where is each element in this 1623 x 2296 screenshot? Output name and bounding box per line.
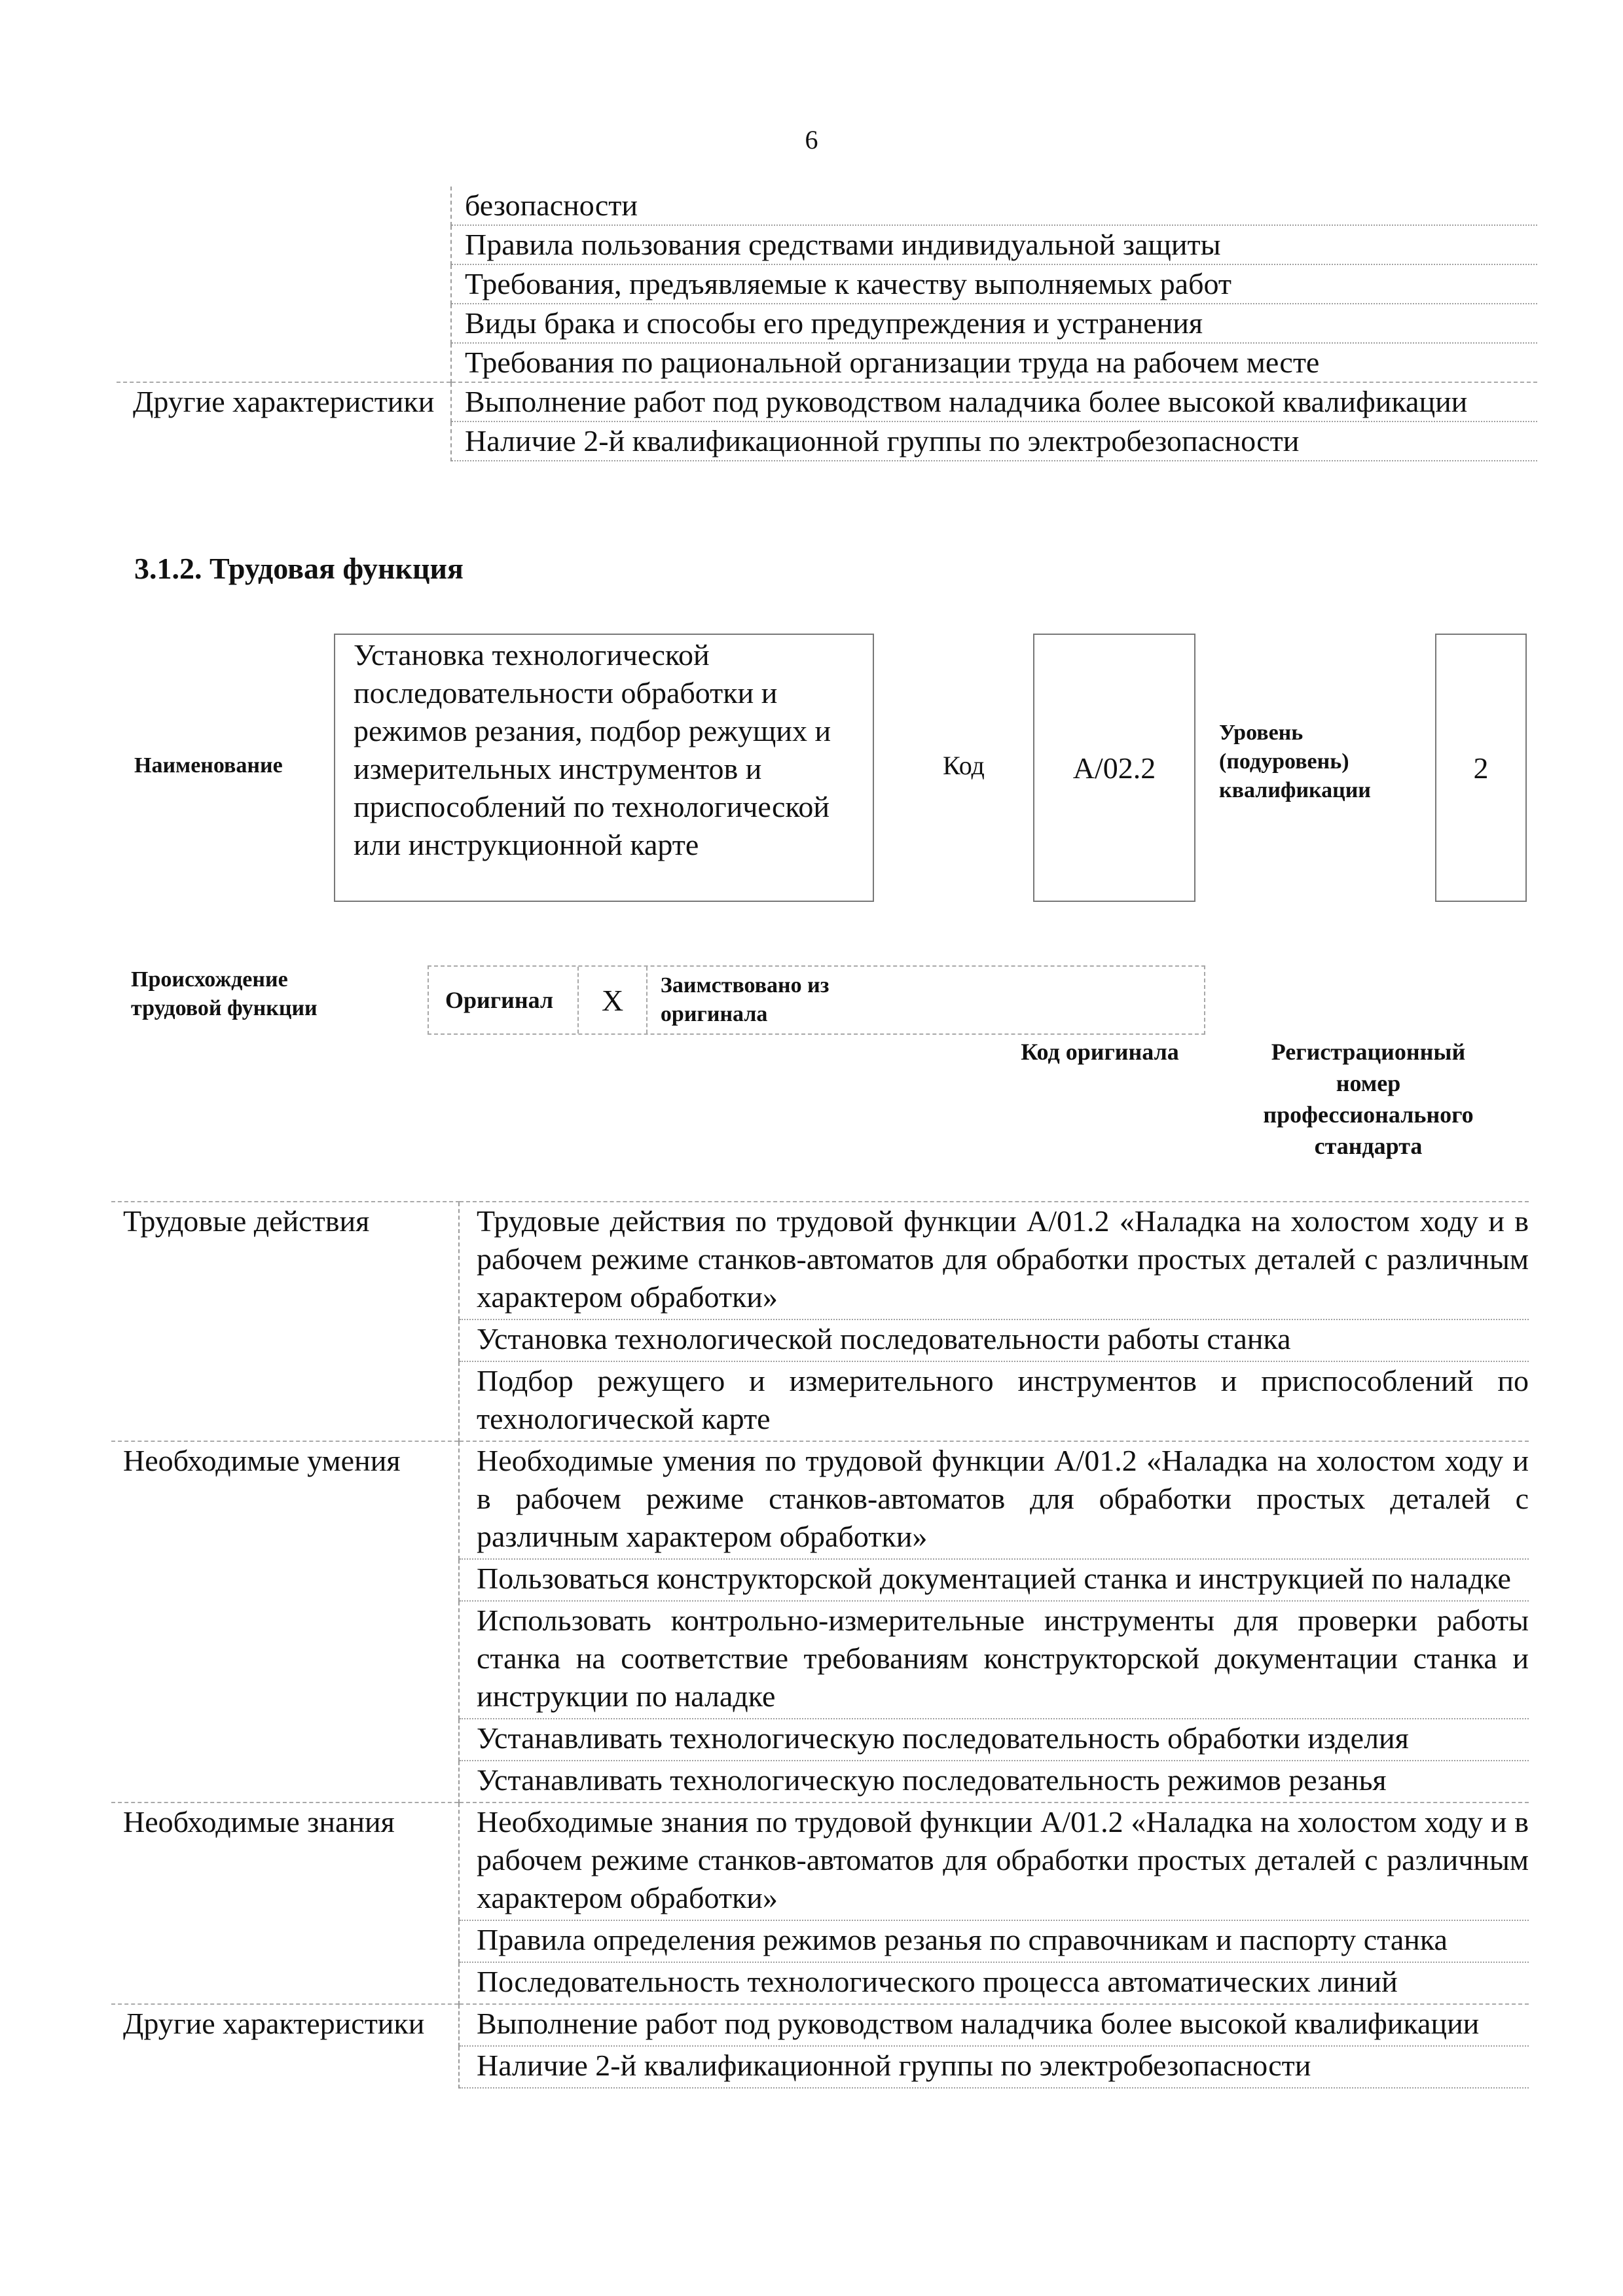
page-number: 6 [805,125,818,154]
level-label: Уровень (подуровень) квалификации [1219,721,1371,802]
continuation-table [117,187,1537,461]
function-code-box [1033,634,1195,902]
table-row [117,187,1537,225]
function-details-table [111,1201,1529,2089]
table-cell: Устанавливать технологическую последовательность обработки изделия [459,1719,1529,1761]
function-code: А/02.2 [1072,751,1156,785]
registration-number-caption: Регистрационный номер профессионального стандарта [1263,1039,1474,1159]
row-label: Необходимые умения [111,1441,459,1803]
origin-row [428,965,1205,1035]
code-label: Код [943,751,985,780]
table-cell: Пользоваться конструкторской документацией станка и инструкцией по наладке [459,1559,1529,1601]
table-cell: Наличие 2-й квалификационной группы по электробезопасности [451,422,1537,461]
table-cell: Использовать контрольно-измерительные инструменты для проверки работы станка на соответствие требованиям конструкторской документации станка и инструкции по наладке [459,1601,1529,1719]
table-cell: Установка технологической последовательности работы станка [459,1319,1529,1361]
row-label: Другие характеристики [111,2004,459,2088]
row-label: Другие характеристики [117,382,451,461]
table-cell: Правила пользования средствами индивидуальной защиты [451,225,1537,264]
table-row [117,382,1537,422]
row-label: Необходимые знания [111,1803,459,2004]
table-cell: Виды брака и способы его предупреждения и устранения [451,304,1537,343]
table-cell: Последовательность технологического процесса автоматических линий [459,1962,1529,2004]
origin-mark: X [579,967,647,1033]
function-name-box: Установка технологической последовательности обработки и режимов резания, подбор режущих и измерительных инструментов и приспособлений по технологической или инструкционной карте [334,634,874,902]
origin-borrowed-label [647,967,1204,1033]
table-cell: безопасности [451,187,1537,225]
table-row [111,1803,1529,1920]
table-cell: Устанавливать технологическую последовательность режимов резанья [459,1761,1529,1803]
original-code-caption: Код оригинала [1021,1039,1179,1065]
table-cell: Выполнение работ под руководством наладчика более высокой квалификации [459,2004,1529,2046]
table-row [111,1202,1529,1319]
table-cell: Необходимые умения по трудовой функции А/01.2 «Наладка на холостом ходу и в рабочем режиме станков-автоматов для обработки простых деталей с различным характером обработки» [459,1441,1529,1559]
function-level-box [1435,634,1527,902]
table-cell: Требования по рациональной организации труда на рабочем месте [451,343,1537,382]
row-label: Трудовые действия [111,1202,459,1441]
table-cell: Выполнение работ под руководством наладчика более высокой квалификации [451,382,1537,422]
origin-label: Происхождение трудовой функции [131,967,318,1020]
table-cell: Наличие 2-й квалификационной группы по электробезопасности [459,2046,1529,2088]
name-label: Наименование [134,753,283,778]
table-cell: Требования, предъявляемые к качеству выполняемых работ [451,264,1537,304]
origin-original-label: Оригинал [429,967,579,1033]
table-row [111,1441,1529,1559]
section-heading: 3.1.2. Трудовая функция [134,552,464,585]
table-cell: Правила определения режимов резанья по справочникам и паспорту станка [459,1920,1529,1962]
table-cell: Подбор режущего и измерительного инструментов и приспособлений по технологической карте [459,1361,1529,1441]
table-cell: Трудовые действия по трудовой функции А/01.2 «Наладка на холостом ходу и в рабочем режиме станков-автоматов для обработки простых деталей с различным характером обработки» [459,1202,1529,1319]
function-level: 2 [1473,751,1489,785]
table-cell: Необходимые знания по трудовой функции А/01.2 «Наладка на холостом ходу и в рабочем режиме станков-автоматов для обработки простых деталей с различным характером обработки» [459,1803,1529,1920]
table-row [111,2004,1529,2046]
borrowed-text: Заимствовано из оригинала [660,973,830,1026]
label-cell [117,187,451,382]
